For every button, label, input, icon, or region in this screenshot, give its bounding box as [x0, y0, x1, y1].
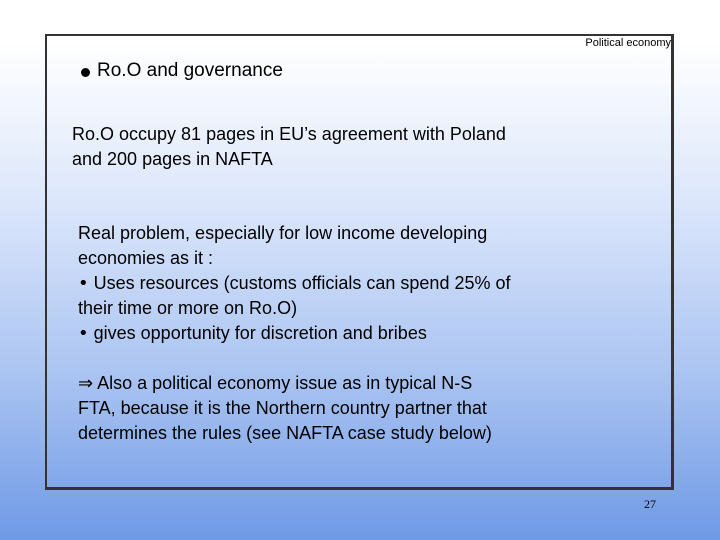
- slide-title-text: Ro.O and governance: [97, 60, 283, 81]
- slide-title: [81, 60, 283, 82]
- header-label: Political economy: [585, 37, 671, 49]
- paragraph-line-text: Also a political economy issue as in typical N-S: [97, 373, 473, 393]
- list-item-text: Uses resources (customs officials can spend 25% of: [93, 273, 511, 293]
- paragraph-political-economy: [78, 371, 678, 446]
- paragraph-problem: [78, 221, 678, 346]
- paragraph-line: Real problem, especially for low income developing: [78, 223, 488, 243]
- bullet-icon: [81, 68, 90, 77]
- paragraph-line: their time or more on Ro.O): [78, 298, 298, 318]
- paragraph-line: determines the rules (see NAFTA case study below): [78, 423, 492, 443]
- list-item: [78, 321, 678, 346]
- list-item: [78, 271, 678, 296]
- list-item-text: gives opportunity for discretion and bribes: [93, 323, 427, 343]
- bullet-icon: •: [78, 273, 89, 294]
- bullet-icon: •: [78, 323, 89, 344]
- paragraph-line: economies as it :: [78, 248, 214, 268]
- paragraph-line: [78, 371, 678, 396]
- paragraph-pages: [72, 122, 672, 172]
- implies-arrow-icon: ⇒: [78, 373, 94, 394]
- paragraph-line: FTA, because it is the Northern country partner that: [78, 398, 487, 418]
- page-number: 27: [644, 497, 656, 511]
- paragraph-line: Ro.O occupy 81 pages in EU’s agreement with Poland: [72, 124, 506, 144]
- paragraph-line: and 200 pages in NAFTA: [72, 149, 273, 169]
